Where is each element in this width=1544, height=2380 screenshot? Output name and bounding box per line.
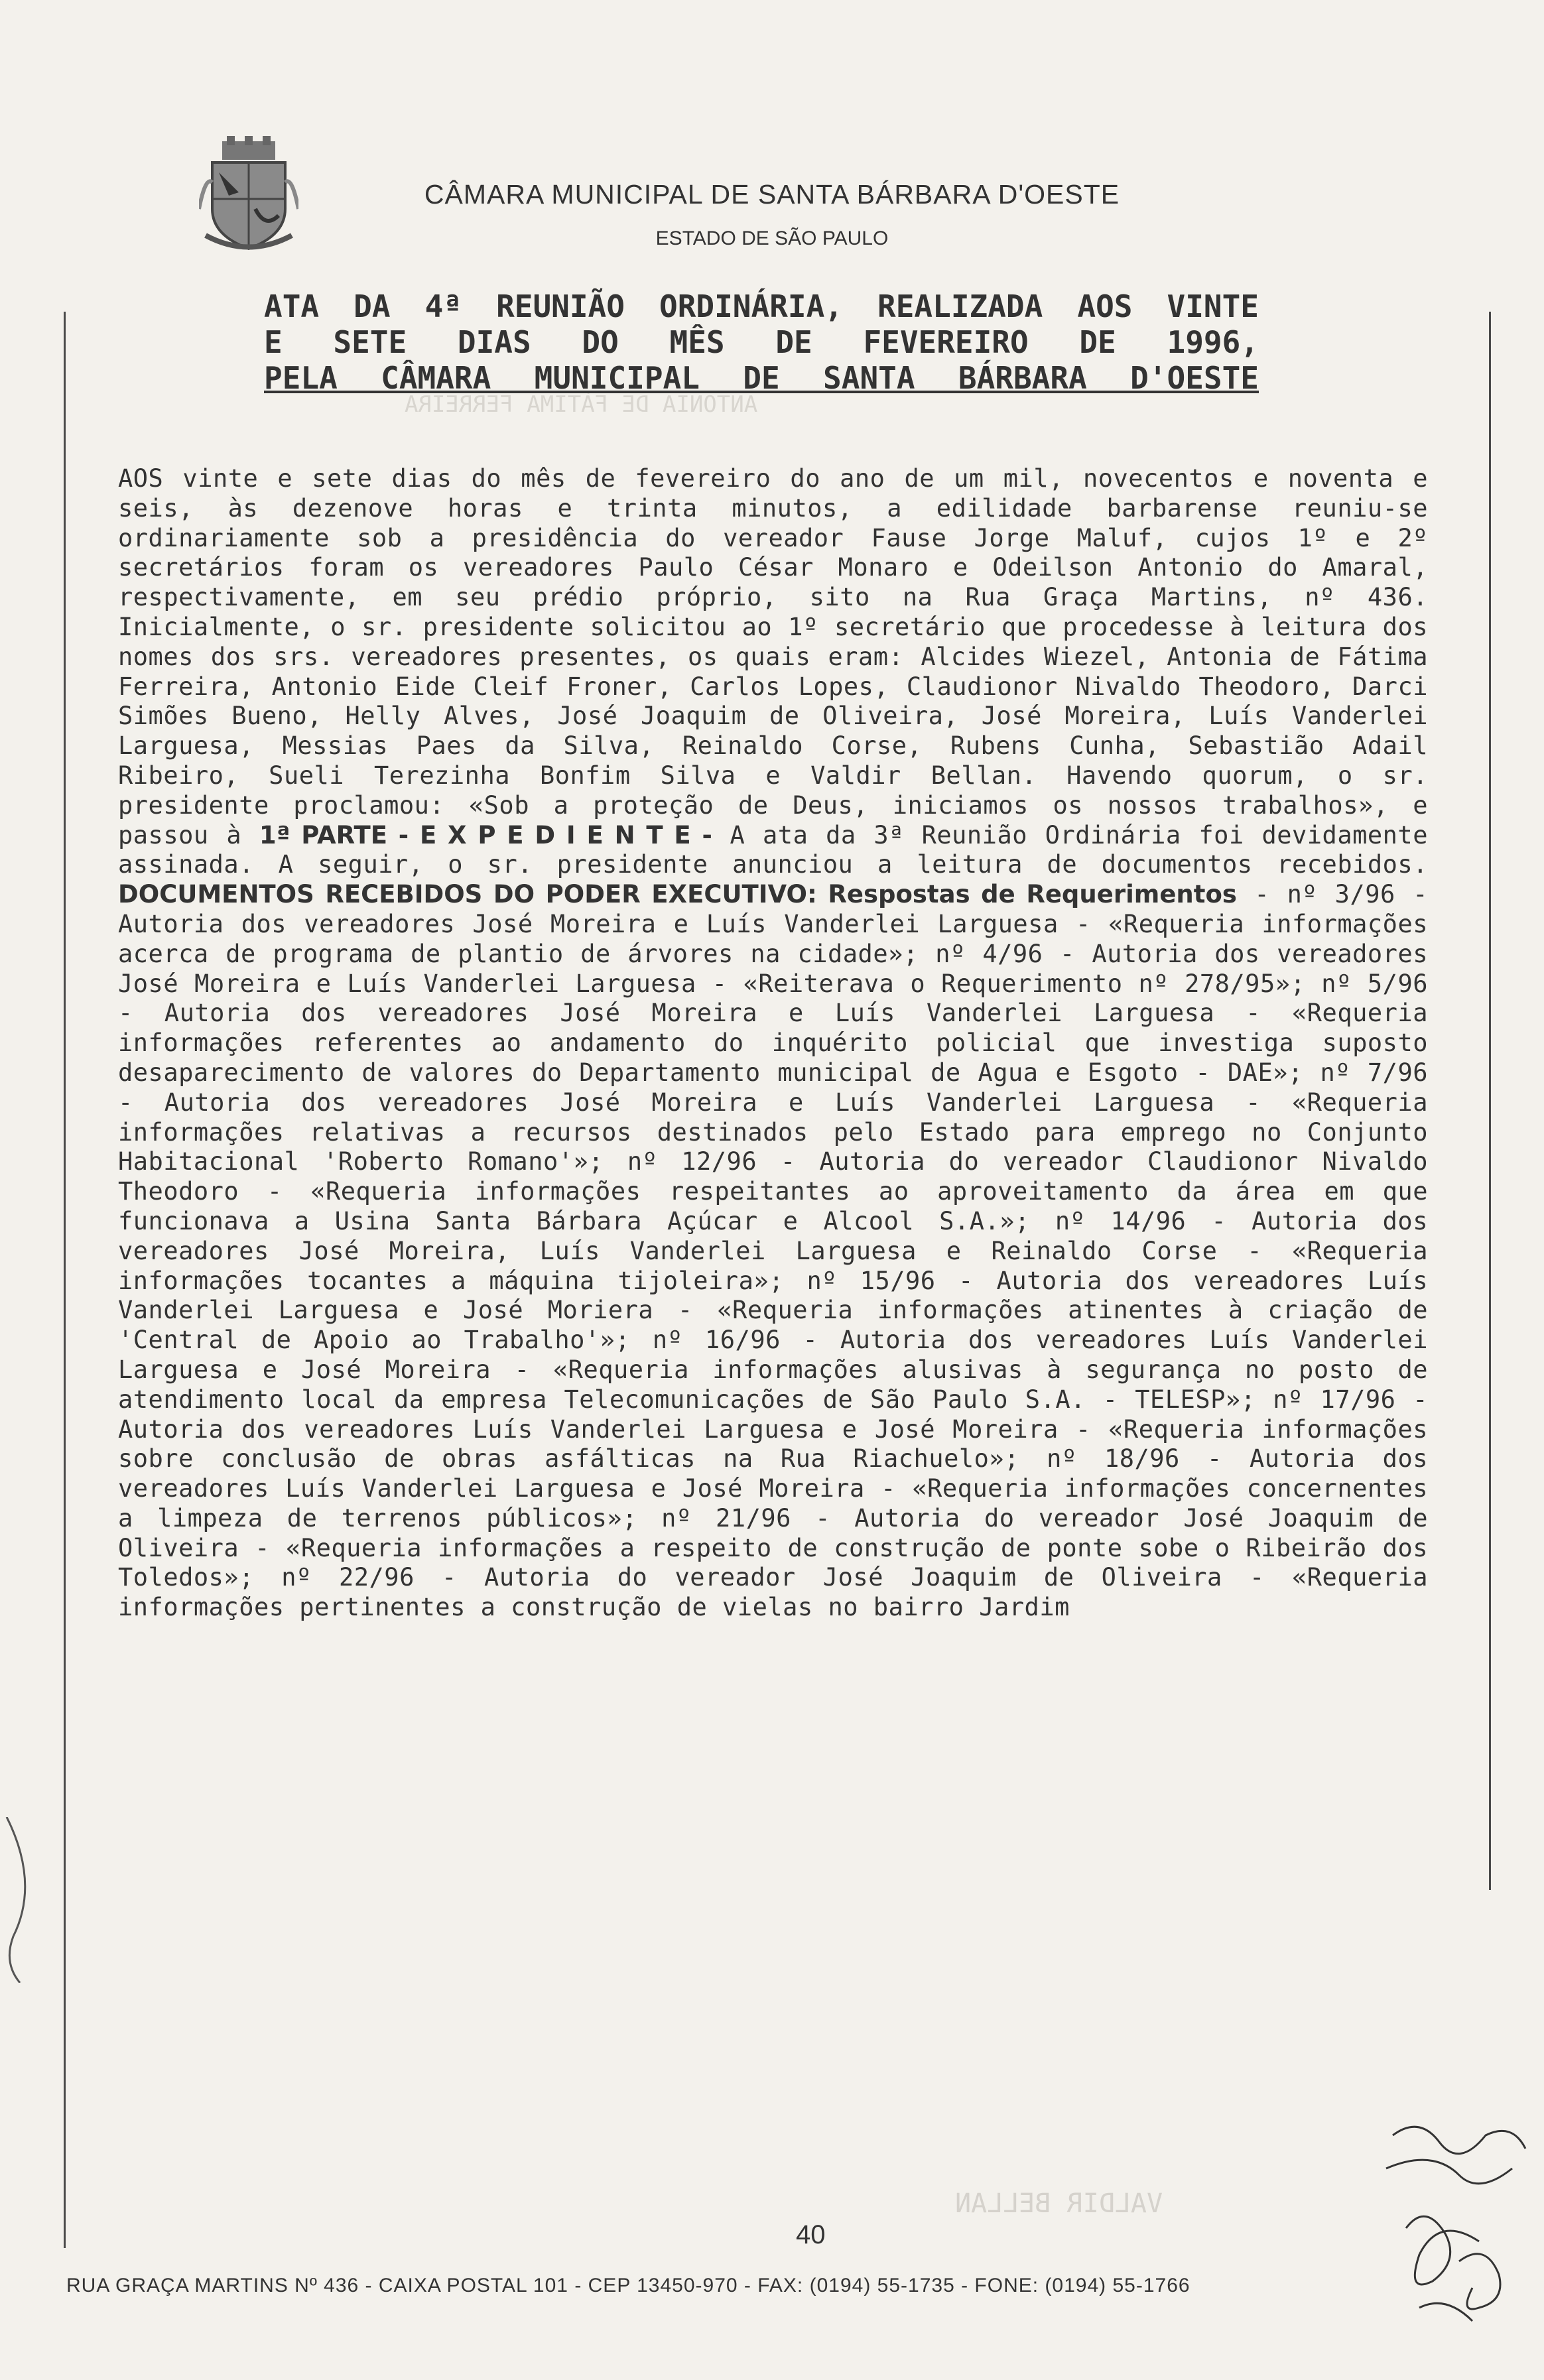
bleed-through-text-bottom: VALDIR BELLAN [955,2188,1163,2219]
council-name: CÂMARA MUNICIPAL DE SANTA BÁRBARA D'OESTE [424,179,1120,210]
documents-heading: DOCUMENTOS RECEBIDOS DO PODER EXECUTIVO: Respostas de Requerimentos [118,880,1237,909]
handwritten-signature-icon [1380,2109,1532,2334]
margin-mark-icon [0,1817,53,1983]
right-margin-rule [1489,312,1491,1890]
minutes-body [118,464,1443,1623]
minutes-title [264,288,1259,396]
bleed-through-text-top: ANTONIA DE FÁTIMA FERREIRA [405,391,758,418]
body-paragraph-requests: - nº 3/96 - Autoria dos vereadores José Moreira e Luís Vanderlei Larguesa - «Requeria informações acerca de programa de plantio de árvores na cidade»; nº 4/96 - Autoria dos vereadores José Moreira e Luís Vanderlei Larguesa - «Reiterava o Requerimento nº 278/95»; nº 5/96 - Autoria dos vereadores José Moreira e Luís Vanderlei Larguesa - «Requeria informações referentes ao andamento do inquérito policial que investiga suposto desaparecimento de valores do Departamento municipal de Agua e Esgoto - DAE»; nº 7/96 - Autoria dos vereadores José Moreira e Luís Vanderlei Larguesa - «Requeria informações relativas a recursos destinados pelo Estado para emprego no Conjunto Habitacional 'Roberto Romano'»; nº 12/96 - Autoria do vereador Claudionor Nivaldo Theodoro - «Requeria informações respeitantes ao aproveitamento da área em que funcionava a Usina Santa Bárbara Açúcar e Alcool S.A.»; nº 14/96 - Autoria dos vereadores José Moreira, Luís Vanderlei Larguesa e Reinaldo Corse - «Requeria informações tocantes a máquina tijoleira»; nº 15/96 - Autoria dos vereadores Luís Vanderlei Larguesa e José Moriera - «Requeria informações atinentes à criação de 'Central de Apoio ao Trabalho'»; nº 16/96 - Autoria dos vereadores Luís Vanderlei Larguesa e José Moreira - «Requeria informações alusivas à segurança no posto de atendimento local da empresa Telecomunicações de São Paulo S.A. - TELESP»; nº 17/96 - Autoria dos vereadores Luís Vanderlei Larguesa e José Moreira - «Requeria informações sobre conclusão de obras asfálticas na Rua Riachuelo»; nº 18/96 - Autoria dos vereadores Luís Vanderlei Larguesa e José Moreira - «Requeria informações concernentes a limpeza de terrenos públicos»; nº 21/96 - Autoria do vereador José Joaquim de Oliveira - «Requeria informações a respeito de construção de ponte sobe o Ribeirão dos Toledos»; nº 22/96 - Autoria do vereador José Joaquim de Oliveira - «Requeria informações pertinentes a construção de vielas no bairro Jardim [118,880,1443,1622]
page-number: 40 [796,2220,826,2249]
footer-address: RUA GRAÇA MARTINS Nº 436 - CAIXA POSTAL 101 - CEP 13450-970 - FAX: (0194) 55-1735 - FONE: (0194) 55-1766 [66,2275,1190,2296]
title-line-1: ATA DA 4ª REUNIÃO ORDINÁRIA, REALIZADA AOS VINTE [264,288,1259,324]
state-name: ESTADO DE SÃO PAULO [655,227,889,249]
left-margin-rule [64,312,66,2248]
body-paragraph-ata: A ata da 3ª Reunião Ordinária foi devidamente assinada. A seguir, o sr. presidente anunciou a leitura de documentos recebidos. [118,820,1443,879]
part-heading: 1ª PARTE - E X P E D I E N T E - [259,820,712,849]
title-line-2: E SETE DIAS DO MÊS DE FEVEREIRO DE 1996, [264,324,1259,360]
title-line-3: PELA CÂMARA MUNICIPAL DE SANTA BÁRBARA D'OESTE [264,360,1259,396]
body-paragraph-opening: AOS vinte e sete dias do mês de fevereiro do ano de um mil, novecentos e noventa e seis, às dezenove horas e trinta minutos, a edilidade barbarense reuniu-se ordinariamente sob a presidência do vereador Fause Jorge Maluf, cujos 1º e 2º secretários foram os vereadores Paulo César Monaro e Odeilson Antonio do Amaral, respectivamente, em seu prédio próprio, sito na Rua Graça Martins, nº 436. Inicialmente, o sr. presidente solicitou ao 1º secretário que procedesse à leitura dos nomes dos srs. vereadores presentes, os quais eram: Alcides Wiezel, Antonia de Fátima Ferreira, Antonio Eide Cleif Froner, Carlos Lopes, Claudionor Nivaldo Theodoro, Darci Simões Bueno, Helly Alves, José Joaquim de Oliveira, José Moreira, Luís Vanderlei Larguesa, Messias Paes da Silva, Reinaldo Corse, Rubens Cunha, Sebastião Adail Ribeiro, Sueli Terezinha Bonfim Silva e Valdir Bellan. Havendo quorum, o sr. presidente proclamou: «Sob a proteção de Deus, iniciamos os nossos trabalhos», e passou à [118,464,1443,849]
document-header [0,179,1544,250]
